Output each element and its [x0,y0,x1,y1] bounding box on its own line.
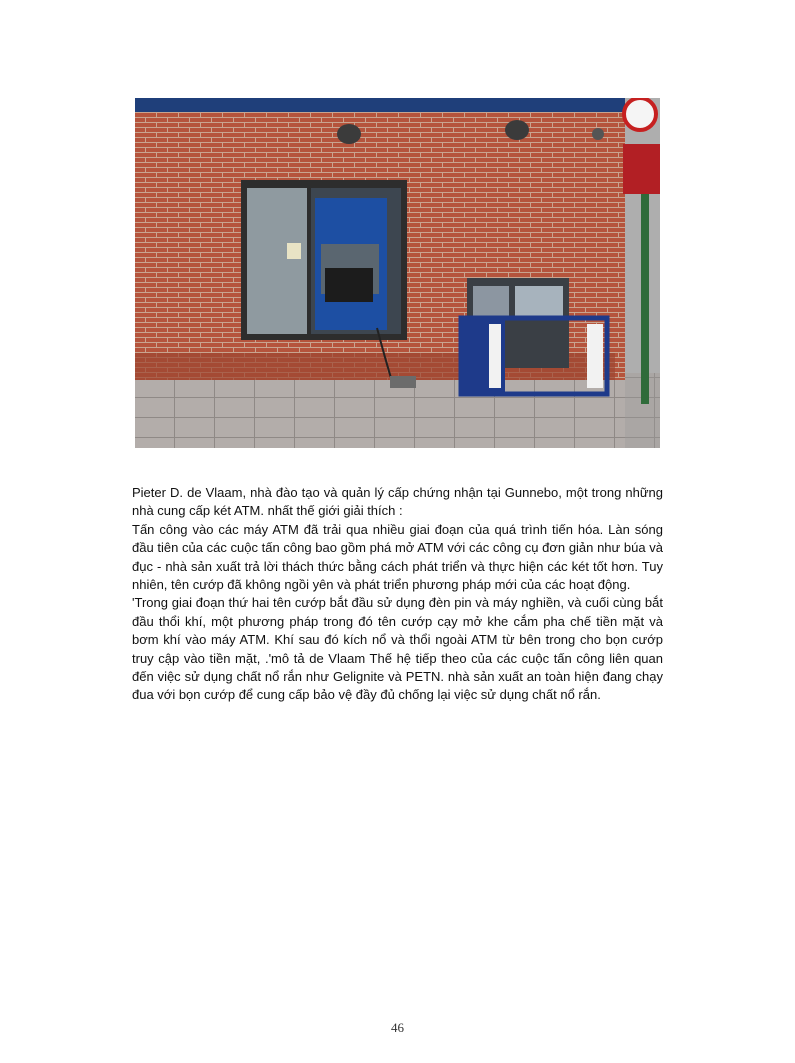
paragraph-intro: Pieter D. de Vlaam, nhà đào tạo và quản lý cấp chứng nhận tại Gunnebo, một trong những nhà cung cấp két ATM. nhất thế giới giải thích : [132,485,663,519]
paragraph-second-phase: 'Trong giai đoạn thứ hai tên cướp bắt đầu sử dụng đèn pin và máy nghiền, và cuối cùng bắt đầu thổi khí, một phương pháp trong đó tên cướp cạy mở khe cắm pha chế tiền mặt và bơm khí vào máy ATM. Khí sau đó kích nổ và thổi ngoài ATM từ bên trong cho bọn cướp truy cập vào tiền mặt, .'mô tả de Vlaam Thế hệ tiếp theo của các cuộc tấn công liên quan đến việc sử dụng chất nổ rắn như Gelignite và PETN. nhà sản xuất an toàn hiện đang chạy đua với bọn cướp để cung cấp bảo vệ đầy đủ chống lại việc sử dụng chất nổ rắn. [132,595,663,703]
page-number: 46 [391,1020,404,1035]
article-body [132,484,663,705]
paragraph-evolution: Tấn công vào các máy ATM đã trải qua nhiều giai đoạn của quá trình tiến hóa. Làn sóng đầu tiên của các cuộc tấn công bao gồm phá mở ATM với các công cụ đơn giản như búa và đục - nhà sản xuất trả lời thách thức bằng cách phát triển và thực hiện các két tốt hơn. Tuy nhiên, tên cướp đã không ngồi yên và phát triển phương pháp mới của các hoạt động. [132,521,663,593]
atm-photo [135,98,660,448]
